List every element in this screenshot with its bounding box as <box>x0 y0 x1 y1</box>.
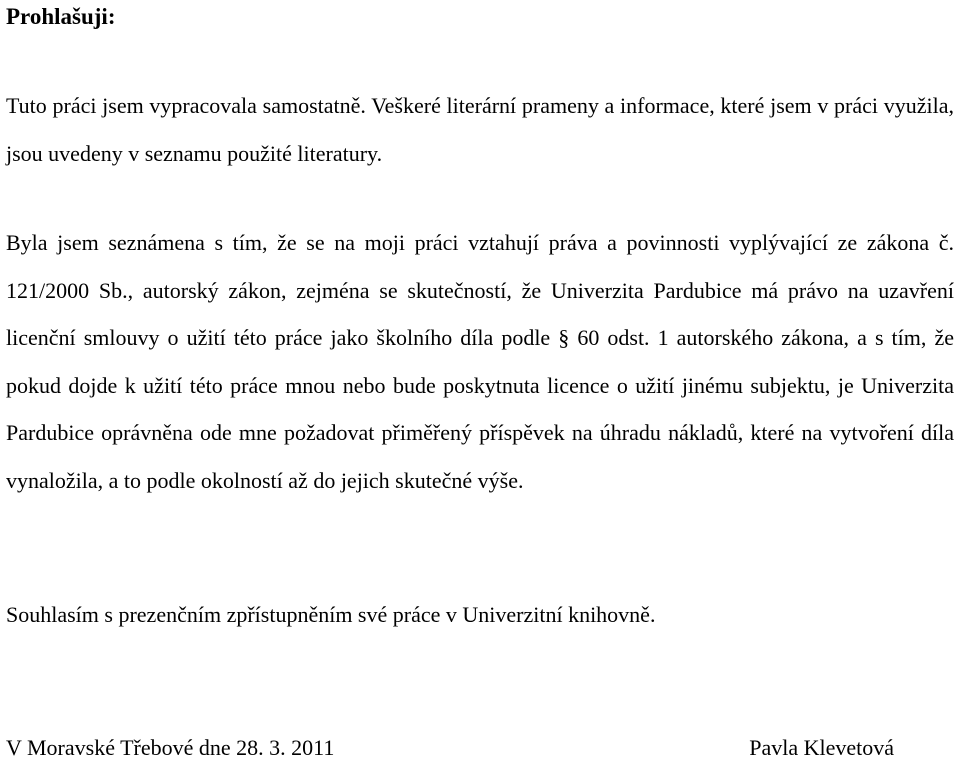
place-and-date: V Moravské Třebové dne 28. 3. 2011 <box>6 735 335 760</box>
author-name: Pavla Klevetová <box>749 735 894 760</box>
signature-line <box>6 733 894 763</box>
declaration-heading: Prohlašuji: <box>6 4 116 29</box>
paragraph-copyright-law: Byla jsem seznámena s tím, že se na moji práci vztahují práva a povinnosti vyplývající ze zákona č. 121/2000 Sb., autorský zákon, zejména se skutečností, že Univerzita Pardubice má právo na uzavření licenční smlouvy o užití této práce jako školního díla podle § 60 odst. 1 autorského zákona, a s tím, že pokud dojde k užití této práce mnou nebo bude poskytnuta licence o užití jinému subjektu, je Univerzita Pardubice oprávněna ode mne požadovat přiměřený příspěvek na úhradu nákladů, které na vytvoření díla vynaložila, a to podle okolností až do jejich skutečné výše. <box>6 230 954 493</box>
paragraph-independent-work: Tuto práci jsem vypracovala samostatně. Veškeré literární prameny a informace, které jsem v práci využila, jsou uvedeny v seznamu použité literatury. <box>6 93 954 166</box>
paragraph-library-consent: Souhlasím s prezenčním zpřístupněním své práce v Univerzitní knihovně. <box>6 602 656 627</box>
declaration-page <box>6 0 956 766</box>
